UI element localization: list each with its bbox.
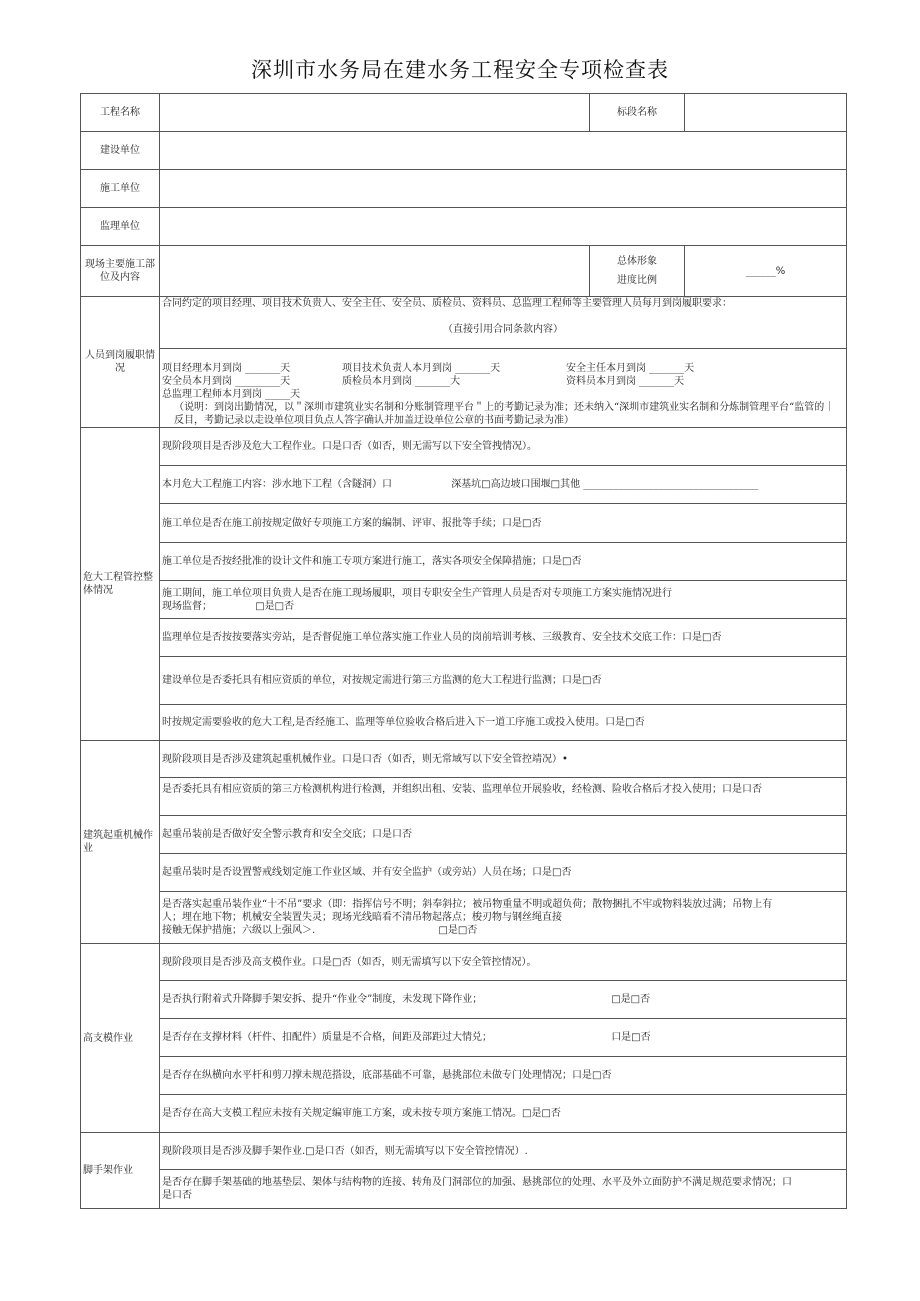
hazard-item[interactable]: 施工单位是否在施工前按规定做好专项施工方案的编制、评审、报批等手续；口是□否 <box>160 504 847 543</box>
formwork-item[interactable]: 现阶段项目是否涉及高支模作业。口是□否（如否，则无需填写以下安全管控情况）。 <box>160 944 847 981</box>
safety-head-attendance[interactable]: 安全主任本月到岗 _______天 <box>566 363 695 374</box>
owner-field[interactable] <box>160 132 847 170</box>
formwork-item[interactable]: 是否存在纵横向水平杆和剪刀撑未规范搭设，底部基础不可靠，悬挑部位未做专门处理情况；口是□否 <box>160 1057 847 1095</box>
project-name-label: 工程名称 <box>81 94 160 132</box>
personnel-label: 人员到岗履职情况 <box>81 297 160 428</box>
hazard-row <box>81 619 847 657</box>
scaffold-row <box>81 1133 847 1170</box>
crane-item-line3: 接触无保护措施；六级以上强风＞. <box>162 925 316 936</box>
progress-label-line2: 进度比例 <box>617 275 657 286</box>
formwork-row <box>81 1057 847 1095</box>
hazard-item[interactable] <box>160 581 847 619</box>
hazard-item[interactable]: 时按规定需要验收的危大工程,是否经施工、监理等单位验收合格后进入下一道工序施工或投入使用。口是□否 <box>160 705 847 741</box>
crane-row <box>81 741 847 778</box>
archivist-attendance[interactable]: 资料员本月到岗 _______天 <box>566 376 685 387</box>
contractor-field[interactable] <box>160 170 847 208</box>
hazard-item-line2: 现场监督； <box>162 600 212 612</box>
hazard-row <box>81 581 847 619</box>
formwork-item[interactable] <box>160 1019 847 1057</box>
hazard-item[interactable]: 监理单位是否按按要落实旁站，是否督促施工单位落实施工作业人员的岗前培训考核、三级教育、安全技术交底工作：口是□否 <box>160 619 847 657</box>
scaffold-item-line1: 是否存在脚手架基础的地基垫层、架体与结构物的连接、转角及门洞部位的加强、悬挑部位的处理、水平及外立面防护不满足规范要求情况；口 <box>162 1177 792 1188</box>
row-personnel-attendance <box>81 349 847 428</box>
formwork-item-check[interactable]: □是□否 <box>611 994 651 1005</box>
attendance-block <box>160 349 847 428</box>
personnel-intro <box>160 297 847 349</box>
crane-item-check[interactable]: □是□否 <box>438 925 478 936</box>
safety-officer-attendance[interactable]: 安全员本月到岗 _________天 <box>162 376 291 387</box>
project-name-field[interactable] <box>160 94 590 132</box>
chief-supervisor-attendance[interactable]: 总监理工程师本月到岗 _____天 <box>162 389 301 400</box>
formwork-item[interactable] <box>160 981 847 1019</box>
page-title: 深圳市水务局在建水务工程安全专项检查表 <box>251 58 669 82</box>
hazard-row <box>81 466 847 504</box>
hazard-row <box>81 543 847 581</box>
row-owner <box>81 132 847 170</box>
hazard-row <box>81 428 847 466</box>
crane-item[interactable]: 起重吊装时是否设置警戒线划定施工作业区域、并有安全监护（或旁站）人员在场；口是□否 <box>160 854 847 892</box>
hazard-item[interactable]: 现阶段项目是否涉及危大工程作业。口是口否（如否，则无需写以下安全管拽情况）。 <box>160 428 847 466</box>
hazard-row <box>81 657 847 705</box>
crane-row <box>81 778 847 816</box>
crane-row <box>81 854 847 892</box>
progress-value[interactable]: ______% <box>685 246 847 297</box>
row-site-work <box>81 246 847 297</box>
attendance-note: （说明：到岗出勤情况，以＂深圳市建筑业实名制和分账制管理平台＂上的考勤记录为准；还未纳入“深圳市建筑业实名制和分炼制管理平台“监管的｜反目，考勤记录以走设单位项目负点人答字确认并加盖迂设单位公章的书面考勤记录为准） <box>174 402 835 426</box>
hazard-item[interactable]: 建设单位是否委托具有相应资质的单位，对按规定需进行第三方监测的危大工程进行监测；口是□否 <box>160 657 847 705</box>
row-personnel-intro <box>81 297 847 349</box>
contractor-label: 施工单位 <box>81 170 160 208</box>
scaffold-item-line2: 是口否 <box>162 1190 192 1201</box>
formwork-item[interactable]: 是否存在高大支模工程应未按有关规定编审施工方案，或未按专项方案施工情况。□是□否 <box>160 1095 847 1133</box>
formwork-row <box>81 1019 847 1057</box>
site-work-label: 现场主要施工部位及内容 <box>81 246 160 297</box>
formwork-item-text: 是否执行附着式升降脚手架安拆、提升“作业令”制度，未发现下降作业； <box>162 994 483 1005</box>
inspection-table <box>80 93 847 1209</box>
formwork-label: 高支模作业 <box>81 944 160 1133</box>
hazard-row <box>81 705 847 741</box>
formwork-item-check[interactable]: 口是□否 <box>611 1032 651 1043</box>
crane-item[interactable]: 是否委托具有相应资质的第三方检测机构进行检测，并组织出租、安装、监理单位开展验收，经检测、险收合格后才投入使用；口是口否 <box>160 778 847 816</box>
hazard-item-line1: 施工期间，施工单位项目负贵人是否在施工现场履职，项目专职安全生产管理人员是否对专项施工方案实施情况进行 <box>162 587 672 599</box>
formwork-item-text: 是否存在支撑材料（杆件、扣配件）质量是不合格，间距及部距过大情兑； <box>162 1032 492 1043</box>
contract-ref: （直接引用合同条款内容） <box>443 324 563 335</box>
hazard-label: 危大工程管控整体情况 <box>81 428 160 741</box>
formwork-row <box>81 1095 847 1133</box>
hazard-item[interactable] <box>160 466 847 504</box>
personnel-intro-text: 合同约定的项目经理、项目技术负贵人、安全主任、安全员、质检员、资料员、总监理工程师等主要管理人员每月到岗履职要求： <box>162 298 732 309</box>
crane-row <box>81 816 847 854</box>
hazard-item[interactable]: 施工单位是否按经批准的设计文件和施工专项方案进行施工，落实各项安全保障措施；口是□否 <box>160 543 847 581</box>
progress-label-line1: 总体形象 <box>617 256 657 267</box>
hazard-item-check[interactable]: □是□否 <box>255 600 295 612</box>
crane-item[interactable]: 起重吊装前是否做好安全警示教育和安全交底；口是口否 <box>160 816 847 854</box>
crane-item[interactable] <box>160 892 847 944</box>
pm-attendance[interactable]: 项目经理本月到岗 _______天 <box>162 363 291 374</box>
section-name-field[interactable] <box>685 94 847 132</box>
owner-label: 建设单位 <box>81 132 160 170</box>
row-contractor <box>81 170 847 208</box>
scaffold-item[interactable]: 现阶段项目是否涉及脚手架作业.□是口否（如否，则无需填写以下安全管控情况）. <box>160 1133 847 1170</box>
row-supervisor <box>81 208 847 246</box>
progress-label <box>590 246 685 297</box>
crane-item[interactable]: 现阶段项目是否涉及建筑起重机械作业。口是口否（如否，则无常域写以下安全管控靖况）• <box>160 741 847 778</box>
hazard-row <box>81 504 847 543</box>
scaffold-row <box>81 1170 847 1209</box>
crane-item-line2: 人；埋在地下物；机械安全装置失灵；现场光线暗看不清吊物起落点；梭刃物与钢丝绳直接 <box>162 912 562 923</box>
qc-attendance[interactable]: 质检员本月到岗 _______大 <box>342 376 461 387</box>
row-project-name <box>81 94 847 132</box>
tech-attendance[interactable]: 项目技术负责人本月到岗 _______天 <box>342 363 501 374</box>
formwork-row <box>81 981 847 1019</box>
crane-row <box>81 892 847 944</box>
supervisor-field[interactable] <box>160 208 847 246</box>
section-name-label: 标段名称 <box>590 94 685 132</box>
scaffold-item[interactable] <box>160 1170 847 1209</box>
hazard-content-options: 深基坑□高边坡口围堰□其他 ___________________________________ <box>451 479 759 490</box>
formwork-row <box>81 944 847 981</box>
scaffold-label: 脚手架作业 <box>81 1133 160 1209</box>
hazard-content-text: 本月危大工程施工内容：涉水地下工程（含隧洞）口 <box>162 479 392 490</box>
supervisor-label: 监理单位 <box>81 208 160 246</box>
crane-item-line1: 是否落实起重吊装作业“十不吊”要求（即：指挥信号不明；斜奉斜拉；被吊物重量不明或超负荷；散物捆扎不牢或物料装放过满；吊物上有 <box>162 899 773 910</box>
site-work-field[interactable] <box>160 246 590 297</box>
crane-label: 建筑起重机械作业 <box>81 741 160 944</box>
